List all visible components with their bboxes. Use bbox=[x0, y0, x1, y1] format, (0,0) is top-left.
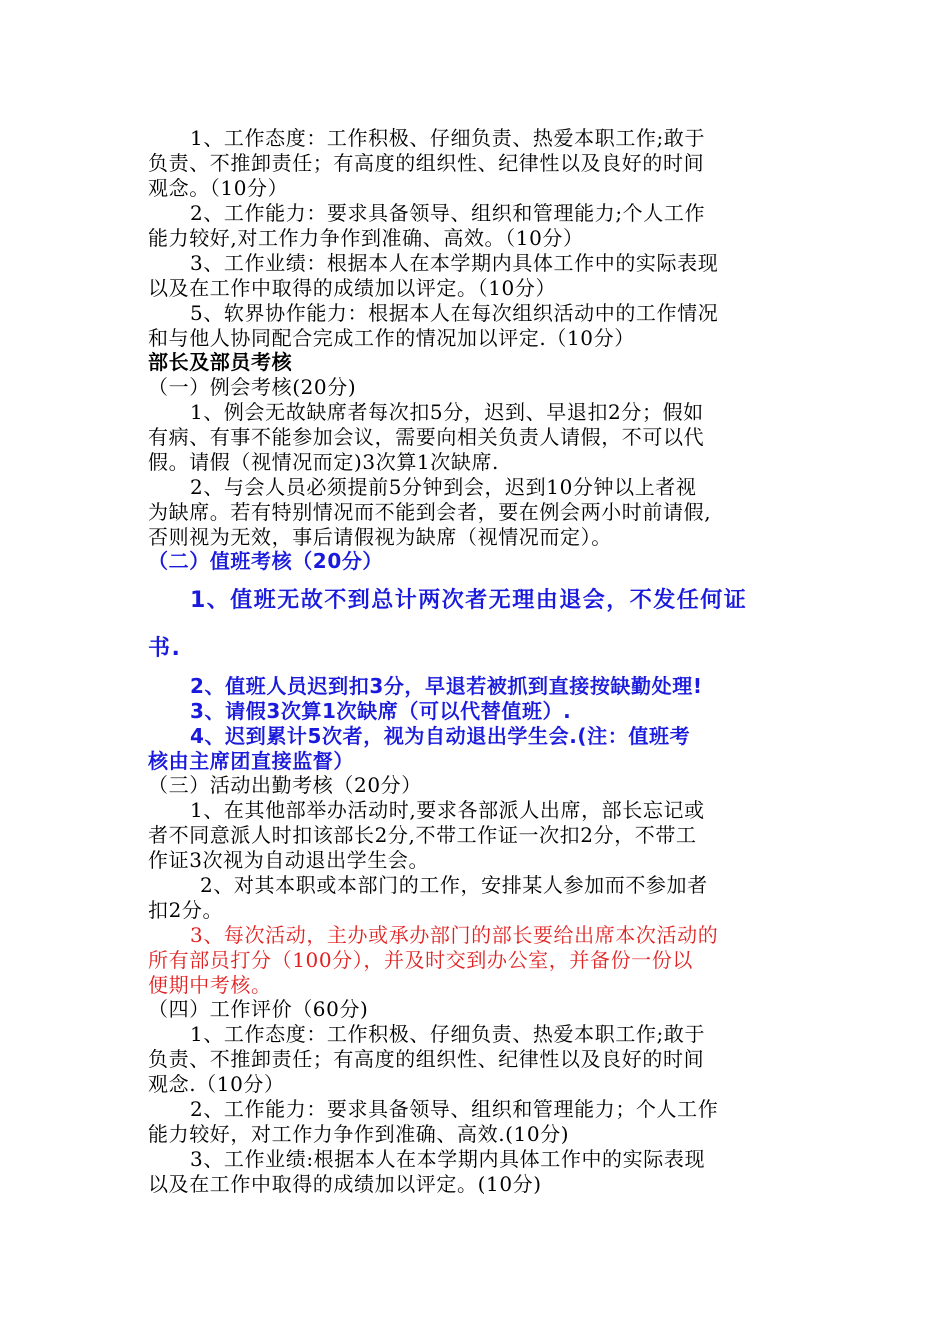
text-line: 扣2分。 bbox=[148, 898, 224, 922]
text-line: 假。请假（视情况而定)3次算1次缺席. bbox=[148, 450, 500, 474]
subsection-heading: （四）工作评价（60分) bbox=[148, 997, 369, 1021]
text-line: 作证3次视为自动退出学生会。 bbox=[148, 848, 430, 872]
text-line: 者不同意派人时扣该部长2分,不带工作证一次扣2分，不带工 bbox=[148, 823, 697, 847]
subsection-heading: （三）活动出勤考核（20分） bbox=[148, 773, 422, 797]
text-line: 1、工作态度：工作积极、仔细负责、热爱本职工作;敢于 bbox=[190, 126, 706, 150]
text-line: 以及在工作中取得的成绩加以评定。（10分） bbox=[148, 276, 557, 300]
text-line: 2、对其本职或本部门的工作，安排某人参加而不参加者 bbox=[200, 873, 708, 897]
text-line: 核由主席团直接监督） bbox=[148, 749, 354, 773]
text-line: 4、迟到累计5次者，视为自动退出学生会.(注：值班考 bbox=[190, 724, 691, 748]
subsection-heading: （二）值班考核（20分） bbox=[148, 549, 384, 573]
text-line: 观念.（10分） bbox=[148, 1072, 285, 1096]
text-line: 和与他人协同配合完成工作的情况加以评定.（10分） bbox=[148, 326, 635, 350]
text-line: 3、工作业绩:根据本人在本学期内具体工作中的实际表现 bbox=[190, 1147, 706, 1171]
text-line: 所有部员打分（100分），并及时交到办公室，并备份一份以 bbox=[148, 948, 693, 972]
text-line: 3、工作业绩：根据本人在本学期内具体工作中的实际表现 bbox=[190, 251, 719, 275]
text-line: 否则视为无效，事后请假视为缺席（视情况而定）。 bbox=[148, 525, 612, 549]
text-line: 观念。（10分） bbox=[148, 176, 289, 200]
text-line: 1、工作态度：工作积极、仔细负责、热爱本职工作;敢于 bbox=[190, 1022, 706, 1046]
text-line: 便期中考核。 bbox=[148, 973, 272, 997]
text-line: 以及在工作中取得的成绩加以评定。(10分) bbox=[148, 1172, 542, 1196]
text-line: 负责、不推卸责任；有高度的组织性、纪律性以及良好的时间 bbox=[148, 1047, 705, 1071]
text-line: 2、与会人员必须提前5分钟到会，迟到10分钟以上者视 bbox=[190, 475, 697, 499]
text-line: 2、工作能力：要求具备领导、组织和管理能力；个人工作 bbox=[190, 1097, 719, 1121]
section-heading: 部长及部员考核 bbox=[148, 350, 293, 374]
text-line: 1、例会无故缺席者每次扣5分，迟到、早退扣2分；假如 bbox=[190, 400, 704, 424]
text-line: 1、值班无故不到总计两次者无理由退会，不发任何证 bbox=[190, 588, 748, 613]
text-line: 有病、有事不能参加会议，需要向相关负责人请假，不可以代 bbox=[148, 425, 705, 449]
subsection-heading: （一）例会考核(20分) bbox=[148, 375, 357, 399]
text-line: 为缺席。若有特别情况而不能到会者，要在例会两小时前请假, bbox=[148, 500, 712, 524]
text-line: 能力较好,对工作力争作到准确、高效。（10分） bbox=[148, 226, 584, 250]
text-line: 2、工作能力：要求具备领导、组织和管理能力;个人工作 bbox=[190, 201, 706, 225]
text-line: 1、在其他部举办活动时,要求各部派人出席，部长忘记或 bbox=[190, 798, 705, 822]
text-line: 3、每次活动，主办或承办部门的部长要给出席本次活动的 bbox=[190, 923, 719, 947]
text-line: 负责、不推卸责任；有高度的组织性、纪律性以及良好的时间 bbox=[148, 151, 705, 175]
text-line: 能力较好，对工作力争作到准确、高效.(10分) bbox=[148, 1122, 570, 1146]
text-line: 书. bbox=[148, 636, 182, 661]
text-line: 5、软界协作能力：根据本人在每次组织活动中的工作情况 bbox=[190, 301, 719, 325]
text-line: 2、值班人员迟到扣3分，早退若被抓到直接按缺勤处理! bbox=[190, 674, 703, 698]
text-line: 3、请假3次算1次缺席（可以代替值班）. bbox=[190, 699, 572, 723]
